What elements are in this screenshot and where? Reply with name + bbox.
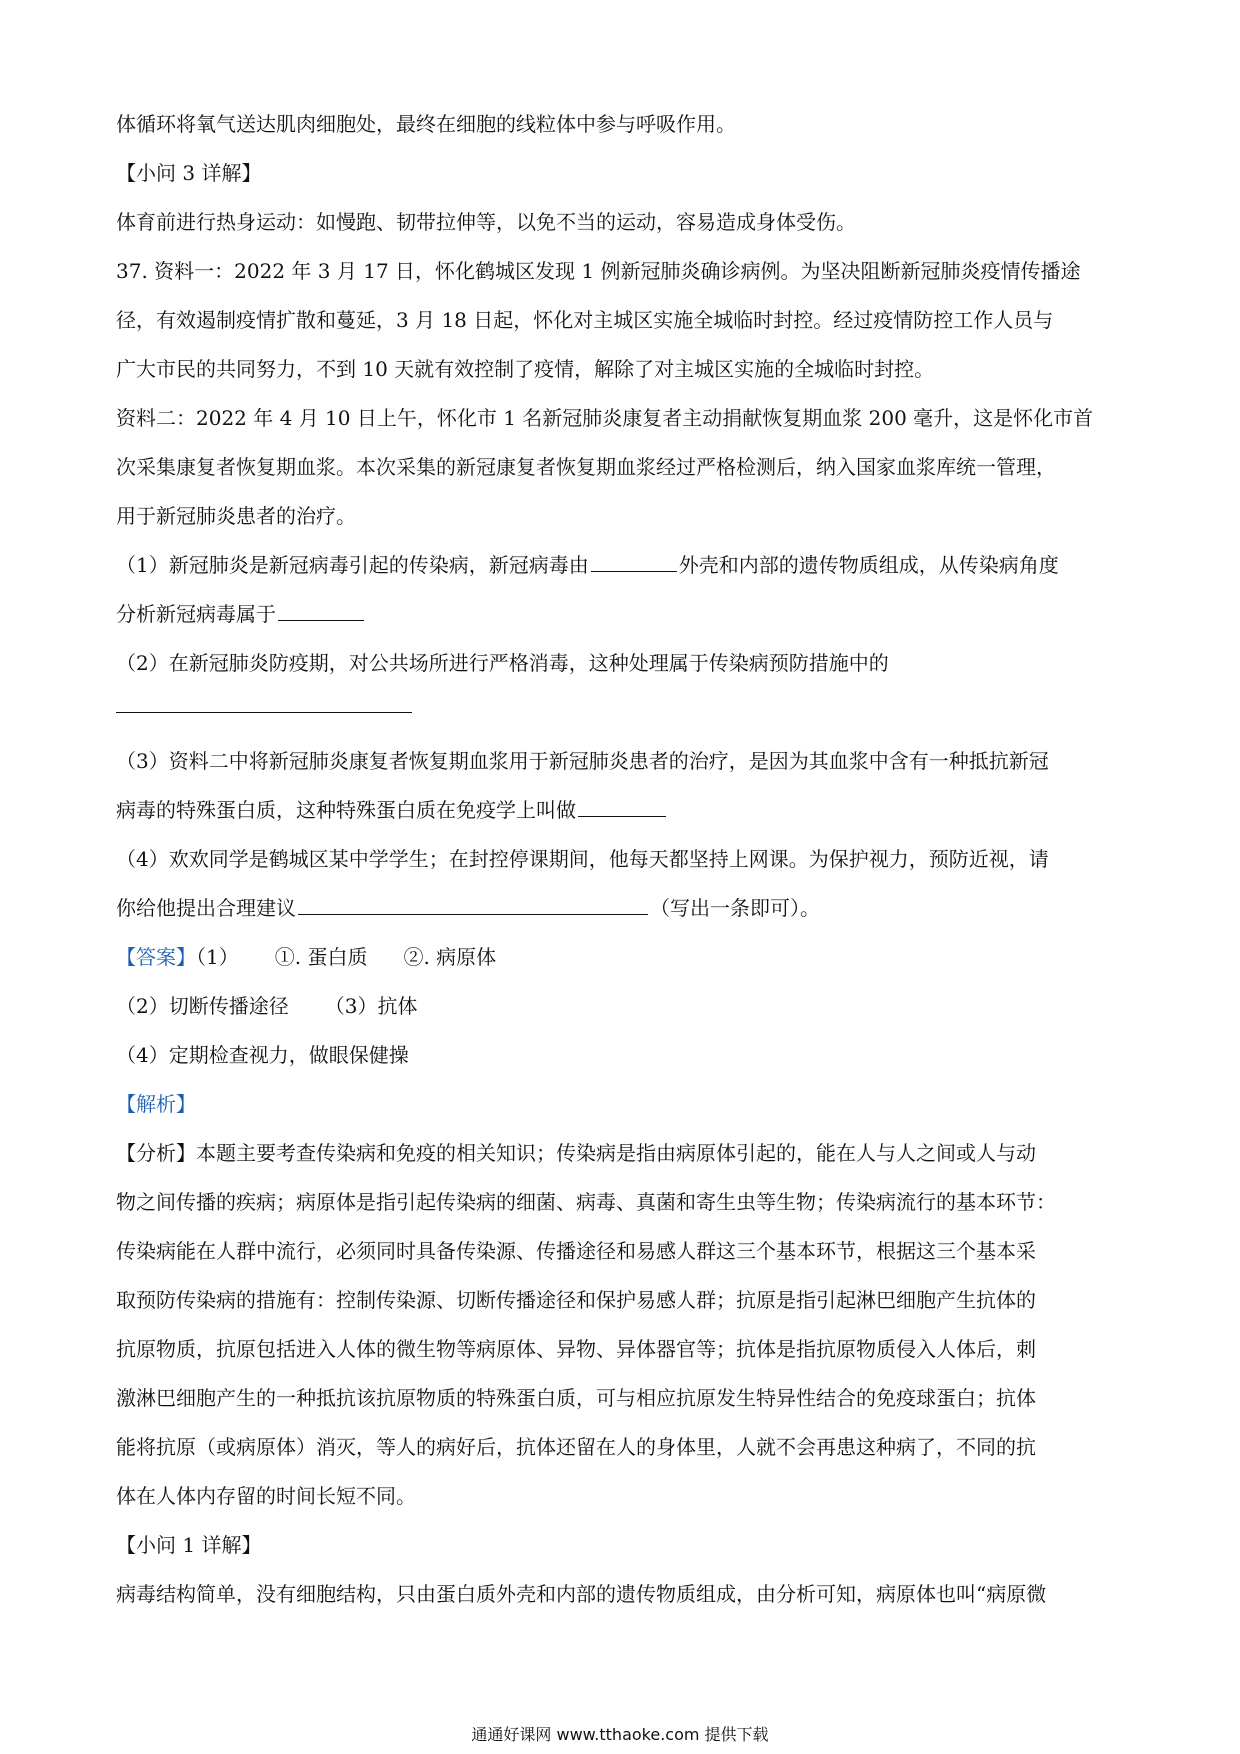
- analysis-label: 【解析】: [116, 1092, 196, 1116]
- answer-text: （2）切断传播途径: [116, 994, 289, 1018]
- answer-blank: [116, 712, 412, 713]
- text-line: 次采集康复者恢复期血浆。本次采集的新冠康复者恢复期血浆经过严格检测后，纳入国家血浆库统一管理，: [116, 455, 1056, 479]
- subquestion-heading: 【小问 3 详解】: [116, 161, 262, 185]
- question-1-line: [116, 590, 1126, 639]
- footer-text: 通通好课网 www.tthaoke.com 提供下载: [471, 1725, 769, 1744]
- analysis-line: 能将抗原（或病原体）消灭，等人的病好后，抗体还留在人的身体里，人就不会再患这种病了，不同的抗: [116, 1435, 1036, 1459]
- material-two-line: 资料二：2022 年 4 月 10 日上午，怀化市 1 名新冠肺炎康复者主动捐献恢复期血浆 200 毫升，这是怀化市首: [116, 406, 1094, 430]
- question-2-line: （2）在新冠肺炎防疫期，对公共场所进行严格消毒，这种处理属于传染病预防措施中的: [116, 651, 889, 675]
- answer-blank: [578, 792, 666, 817]
- answer-label: 【答案】: [116, 945, 196, 969]
- text-line: 用于新冠肺炎患者的治疗。: [116, 504, 356, 528]
- text-line: 体循环将氧气送达肌肉细胞处，最终在细胞的线粒体中参与呼吸作用。: [116, 112, 736, 136]
- question-text: 外壳和内部的遗传物质组成，从传染病角度: [678, 553, 1059, 577]
- analysis-line: 物之间传播的疾病；病原体是指引起传染病的细菌、病毒、真菌和寄生虫等生物；传染病流行的基本环节：: [116, 1190, 1056, 1214]
- answer-text: ②. 病原体: [403, 945, 497, 969]
- answer-blank: [591, 547, 677, 572]
- answer-line: （4）定期检查视力，做眼保健操: [116, 1043, 409, 1067]
- answer-text: （3）抗体: [324, 994, 418, 1018]
- answer-text: （1）: [196, 945, 239, 969]
- question-text: 你给他提出合理建议: [116, 896, 296, 920]
- question-3-line: （3）资料二中将新冠肺炎康复者恢复期血浆用于新冠肺炎患者的治疗，是因为其血浆中含有一种抵抗新冠: [116, 749, 1049, 773]
- analysis-line: 体在人体内存留的时间长短不同。: [116, 1484, 416, 1508]
- question-1-line: [116, 541, 1126, 590]
- text-line: 体育前进行热身运动：如慢跑、韧带拉伸等，以免不当的运动，容易造成身体受伤。: [116, 210, 856, 234]
- answer-blank: [298, 890, 648, 915]
- question-4-line: [116, 884, 1126, 933]
- analysis-line: 【分析】本题主要考查传染病和免疫的相关知识；传染病是指由病原体引起的，能在人与人之间或人与动: [116, 1141, 1036, 1165]
- question-37-line: 37. 资料一：2022 年 3 月 17 日，怀化鹤城区发现 1 例新冠肺炎确诊病例。为坚决阻断新冠肺炎疫情传播途: [116, 259, 1081, 283]
- analysis-line: 传染病能在人群中流行，必须同时具备传染源、传播途径和易感人群这三个基本环节，根据这三个基本采: [116, 1239, 1036, 1263]
- answer-text: ①. 蛋白质: [274, 945, 368, 969]
- answer-blank-row: [116, 688, 1126, 737]
- question-text: （写出一条即可）。: [650, 896, 820, 920]
- answer-line: [116, 982, 1126, 1031]
- text-line: 广大市民的共同努力，不到 10 天就有效控制了疫情，解除了对主城区实施的全城临时封控。: [116, 357, 935, 381]
- subquestion-heading: 【小问 1 详解】: [116, 1533, 262, 1557]
- analysis-line: 激淋巴细胞产生的一种抵抗该抗原物质的特殊蛋白质，可与相应抗原发生特异性结合的免疫球蛋白；抗体: [116, 1386, 1036, 1410]
- question-text: （1）新冠肺炎是新冠病毒引起的传染病，新冠病毒由: [116, 553, 589, 577]
- question-4-line: （4）欢欢同学是鹤城区某中学学生；在封控停课期间，他每天都坚持上网课。为保护视力，预防近视，请: [116, 847, 1049, 871]
- answer-line: [116, 933, 1126, 982]
- analysis-line: 抗原物质，抗原包括进入人体的微生物等病原体、异物、异体器官等；抗体是指抗原物质侵入人体后，刺: [116, 1337, 1036, 1361]
- text-line: 径，有效遏制疫情扩散和蔓延，3 月 18 日起，怀化对主城区实施全城临时封控。经过疫情防控工作人员与: [116, 308, 1054, 332]
- question-3-line: [116, 786, 1126, 835]
- answer-blank: [278, 596, 364, 621]
- question-text: 分析新冠病毒属于: [116, 602, 276, 626]
- analysis-line: 取预防传染病的措施有：控制传染源、切断传播途径和保护易感人群；抗原是指引起淋巴细胞产生抗体的: [116, 1288, 1036, 1312]
- analysis-line: 病毒结构简单，没有细胞结构，只由蛋白质外壳和内部的遗传物质组成，由分析可知，病原体也叫“病原微: [116, 1582, 1047, 1606]
- document-body: [116, 100, 1126, 1619]
- question-text: 病毒的特殊蛋白质，这种特殊蛋白质在免疫学上叫做: [116, 798, 576, 822]
